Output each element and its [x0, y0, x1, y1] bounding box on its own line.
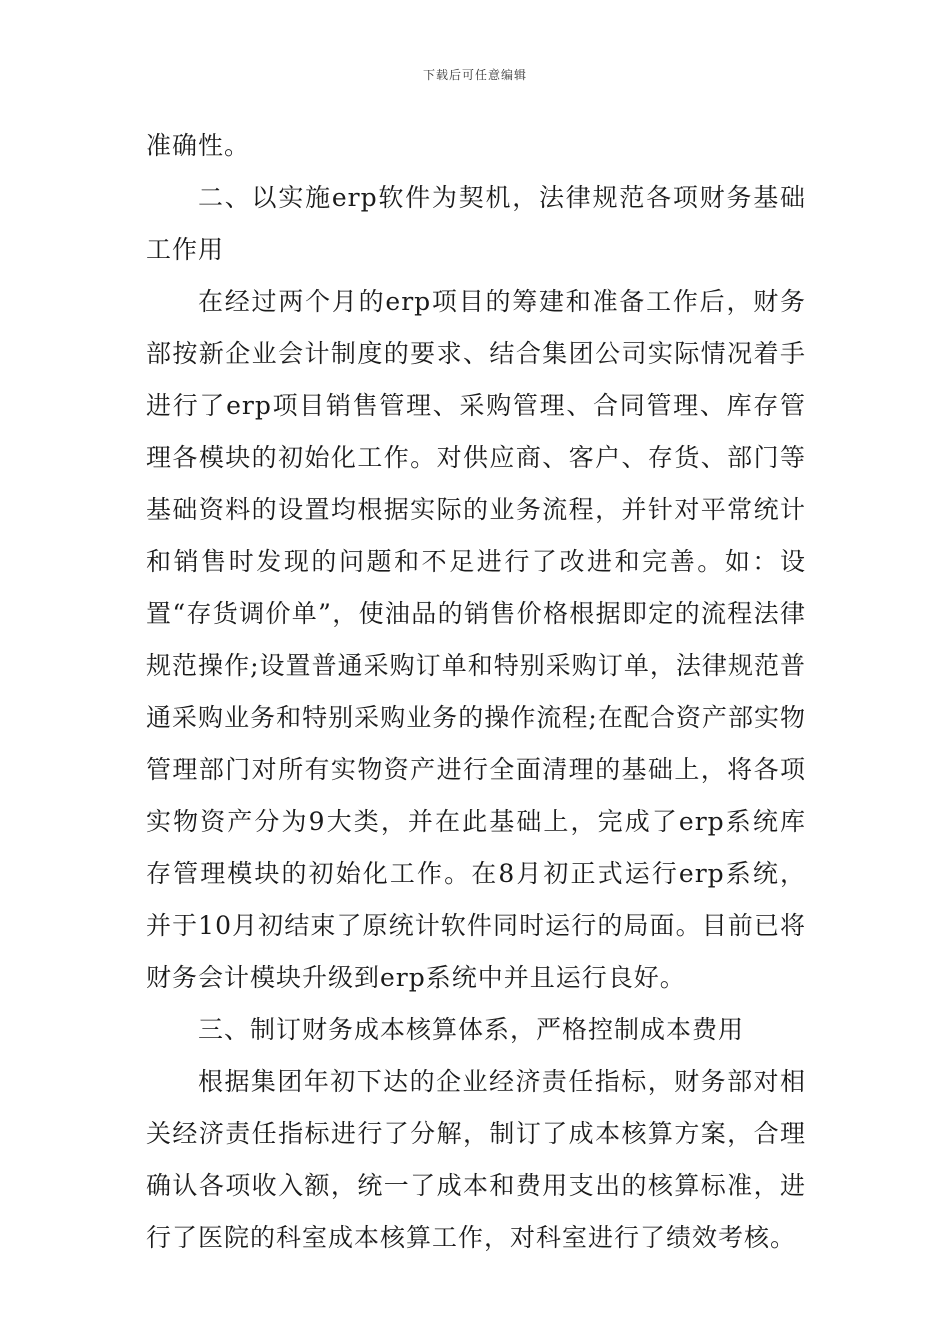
header-note: 下载后可任意编辑: [422, 68, 527, 82]
paragraph-cost-accounting: 根据集团年初下达的企业经济责任指标，财务部对相关经济责任指标进行了分解，制订了成本核算方案，合理确认各项收入额，统一了成本和费用支出的核算标准，进行了医院的科室成本核算工作，对科室进行了绩效考核。: [146, 1067, 806, 1252]
section-heading-3: 三、制订财务成本核算体系，严格控制成本费用: [198, 1015, 745, 1044]
paragraph-erp-implementation: 在经过两个月的erp项目的筹建和准备工作后，财务部按新企业会计制度的要求、结合集团公司实际情况着手进行了erp项目销售管理、采购管理、合同管理、库存管理各模块的初始化工作。对供应商、客户、存货、部门等基础资料的设置均根据实际的业务流程，并针对平常统计和销售时发现的问题和不足进行了改进和完善。如：设置“存货调价单”，使油品的销售价格根据即定的流程法律规范操作;设置普通采购订单和特别采购订单，法律规范普通采购业务和特别采购业务的操作流程;在配合资产部实物管理部门对所有实物资产进行全面清理的基础上，将各项实物资产分为9大类，并在此基础上，完成了erp系统库存管理模块的初始化工作。在8月初正式运行erp系统，并于10月初结束了原统计软件同时运行的局面。目前已将财务会计模块升级到erp系统中并且运行良好。: [146, 287, 806, 992]
section-heading-2: 二、以实施erp软件为契机，法律规范各项财务基础工作用: [146, 183, 806, 264]
paragraph-continuation: 准确性。: [146, 131, 251, 160]
document-body: [146, 120, 806, 1264]
